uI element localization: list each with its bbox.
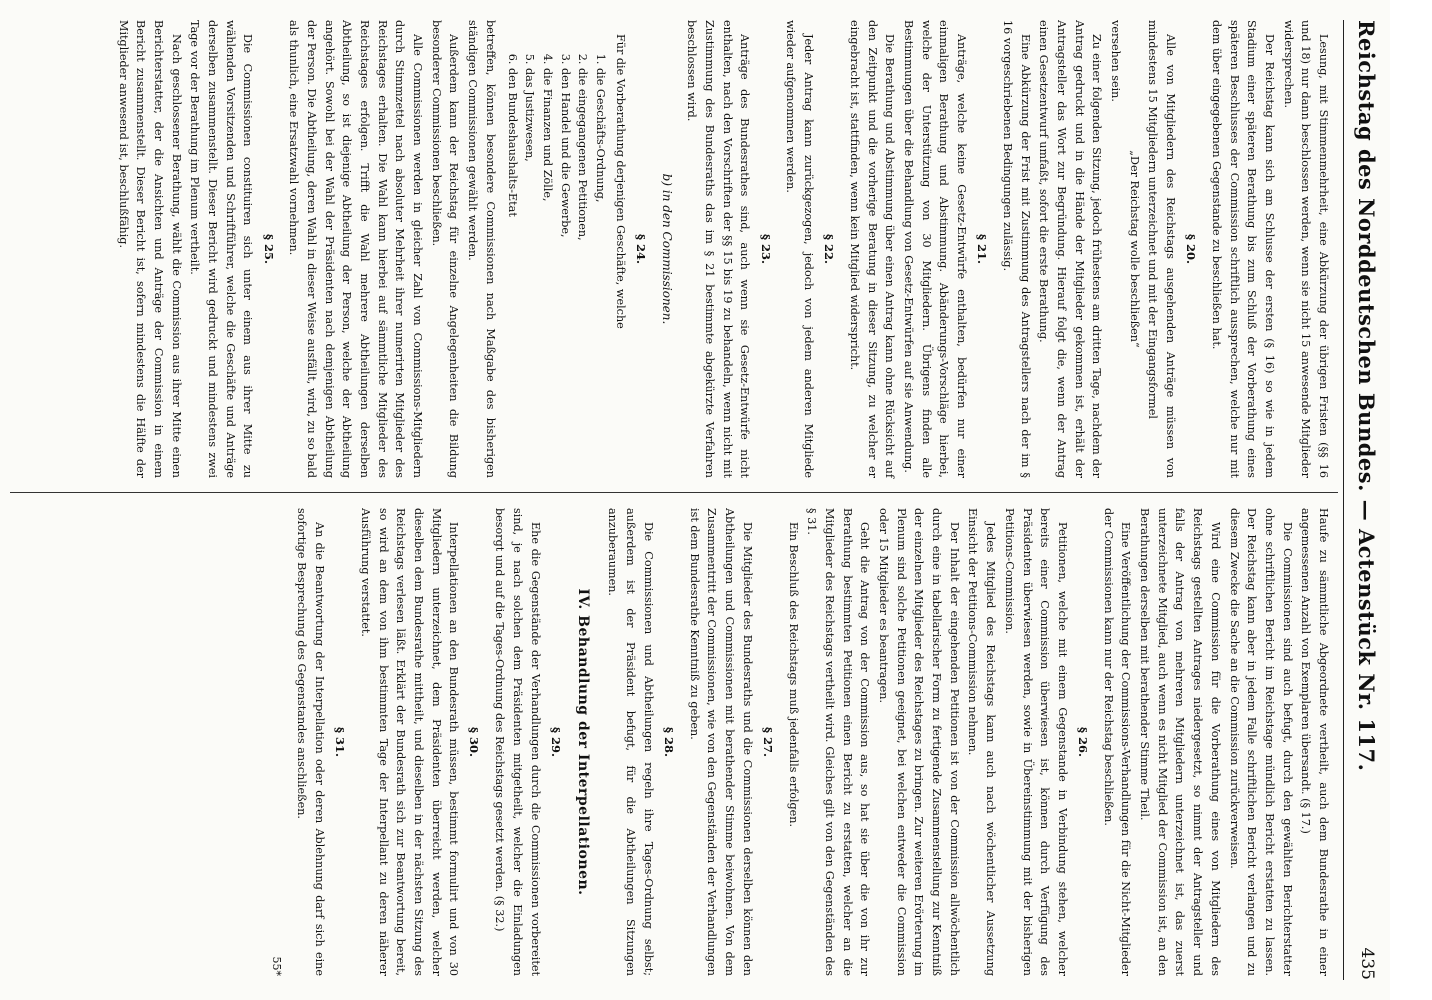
- section-heading: § 21.: [975, 233, 990, 265]
- section-heading: § 28.: [662, 726, 676, 758]
- left-column: [12, 20, 1332, 478]
- section-heading: § 31.: [333, 726, 348, 758]
- paragraph: Alle Commissionen werden in gleicher Zahl von Commissions-Mitgliedern durch Stimmzettel nach absoluter Mehrheit ihrer numerirten Mitglieder des Reichstages erhalten. Die Wahl kann hierbei auf sämmtliche Mitglieder des Reichstages erfolgen. Trifft die Wahl mehrere Abtheilungen derselben Abtheilung, so ist diejenige Abtheilung der Person, welche der Abtheilung angehört. Sowohl bei der Wahl der Präsidenten nach demjenigen Abtheilung der Person. Die Abtheilung, deren Wahl in dieser Weise ausfällt, wird, zu so bald als thunlich, eine Ersatzwahl vornehmen.: [287, 20, 425, 478]
- right-column: [12, 508, 1332, 976]
- paragraph: Ein Beschluß des Reichstags muß jedenfalls erfolgen.: [786, 522, 800, 828]
- column-divider: [10, 492, 1338, 493]
- paragraph: Lesung, mit Stimmenmehrheit, eine Abkürzung der übrigen Fristen (§§ 16 und 18) nur dann beschlossen werden, wenn sie nicht 15 anwesende Mitglieder widersprechen.: [1281, 20, 1330, 478]
- paragraph: Die Commissionen und Abtheilungen regeln ihre Tages-Ordnung selbst; außerdem ist der Präsident befugt, für die Abtheilungen Sitzungen anzuberaumen.: [606, 508, 655, 976]
- page-number: 435: [1357, 947, 1377, 980]
- numbered-list: [503, 20, 609, 478]
- paragraph: Ehe die Gegenstände der Verhandlungen durch die Commissionen vorbereitet sind, je nach solchen dem Präsidenten mitgetheilt, welcher die Einladungen besorgt und auf die Tages-Ordnung des Reichstags gesetzt werden. (§ 32.): [493, 508, 542, 976]
- paragraph: Für die Vorberathung derjenigen Geschäfte, welche: [613, 34, 627, 329]
- paragraph: Geht die Antrag von der Commission aus, so hat sie über die von ihr zur Berathung bestimmten Petitionen einen Bericht zu erstatten, welcher an die Mitglieder des Reichstags vertheilt wird. Gleiches gilt von den Gegenständen des § 31.: [805, 508, 872, 976]
- page-title: Reichstag des Norddeutschen Bundes. — Actenstück Nr. 117.: [1354, 20, 1380, 772]
- paragraph: Eine Veröffentlichung der Commissions-Verhandlungen für die Nicht-Mitglieder der Commissionen kann nur der Reichstag beschließen.: [1101, 508, 1133, 976]
- paragraph: Außerdem kann der Reichstag für einzelne Angelegenheiten die Bildung besonderer Commissionen beschließen.: [429, 20, 461, 478]
- paragraph: Wird eine Commission für die Vorberathung eines von Mitgliedern des Reichstags gestellten Antrages niedergesetzt, so nimmt der Antragsteller und falls der Antrag von mehreren Mitgliedern unterzeichnet ist, das zuerst unterzeichnete Mitglied, auch wenn es nicht Mitglied der Commission ist, an den Berathungen derselben mit berathender Stimme Theil.: [1138, 508, 1222, 976]
- chapter-heading: IV. Behandlung der Interpellationen.: [574, 588, 591, 896]
- paragraph: Eine Abkürzung der Frist mit Zustimmung des Antragstellers nach der im § 16 vorgeschriebenen Bedingungen zulässig.: [1000, 20, 1032, 478]
- page-header: [1343, 20, 1390, 980]
- paragraph: Die Commissionen sind auch befugt, durch den gewählten Berichterstatter ohne schriftlichen Bericht im Reichstage mündlich Bericht erstatten zu lassen. Der Reichstag kann aber in jedem Falle schriftlichen Bericht verlangen und zu diesem Zwecke die Sache an die Commission zurückverweisen.: [1227, 508, 1294, 976]
- paragraph: versehen sein.: [1108, 20, 1122, 102]
- list-item: 5. das Justizwesen,: [521, 68, 539, 478]
- paragraph: betreffen, können besondere Commissionen nach Maßgabe des bisherigen ständigen Commissionen gewählt werden.: [466, 20, 497, 478]
- section-heading: § 20.: [1184, 233, 1199, 265]
- paragraph: Jedes Mitglied des Reichstags kann auch nach wöchentlicher Aussetzung Einsicht der Petitions-Commission nehmen.: [966, 508, 998, 976]
- section-heading: § 29.: [548, 726, 563, 758]
- paragraph: Zu einer folgenden Sitzung, jedoch frühestens am dritten Tage, nachdem der Antrag gedruckt und in die Hände der Mitglieder gekommen ist, erhält der Antragsteller das Wort zur Begründung. Hierauf folgt die, wenn der Antrag einen Gesetzentwurf umfaßt, sofort die erste Berathung.: [1037, 20, 1104, 478]
- list-item: 3. den Handel und die Gewerbe,: [556, 68, 574, 478]
- section-heading: § 24.: [633, 233, 648, 265]
- section-heading: § 23.: [758, 233, 773, 265]
- section-heading: § 22.: [822, 233, 837, 265]
- section-heading: § 26.: [1076, 726, 1091, 758]
- subsection-heading: b) in den Commissionen.: [659, 173, 674, 325]
- paragraph: Der Inhalt der eingehenden Petitionen ist von der Commission allwöchentlich durch eine in tabellarischer Form zu fertigende Zusammenstellung zur Kenntniß der einzelnen Mitglieder des Reichstages zu bringen. Zur weiteren Erörterung im Plenum sind solche Petitionen geeignet, bei welchen entweder die Commission oder 15 Mitglieder es beantragen.: [877, 508, 961, 976]
- paragraph: Petitionen, welche mit einem Gegenstande in Verbindung stehen, welcher bereits einer Commission überwiesen ist, können durch Verfügung des Präsidenten überwiesen werden, sowie in Übereinstimmung mit der bisherigen Petitions-Commission.: [1002, 508, 1069, 976]
- section-heading: § 25.: [261, 233, 276, 265]
- paragraph: Jeder Antrag kann zurückgezogen, jedoch von jedem anderen Mitgliede wieder aufgenommen werden.: [784, 20, 816, 478]
- paragraph: Die Commissionen constituiren sich unter einem aus ihrer Mitte zu wählenden Vorsitzenden und Schriftführer, welche die Geschäfte und Anträge derselben zusammenstellt. Dieser Bericht wird gedruckt und mindestens zwei Tage vor der Berathung im Plenum vertheilt.: [188, 20, 255, 478]
- paragraph: Haufe zu sämmtliche Abgeordnete vertheilt, auch dem Bundesrathe in einer angemessenen Anzahl von Exemplaren übersandt. (§ 17.): [1299, 508, 1330, 976]
- paragraph: Nach geschlossener Berathung, wählt die Commission aus ihrer Mitte einen Berichterstatter, der die Ansichten und Anträge der Commission in einem Bericht zusammenstellt. Dieser Bericht ist, sofern mindestens die Hälfte der Mitglieder anwesend ist, beschlußfähig.: [116, 20, 183, 478]
- paragraph: Die Berathung und Abstimmung über einen Antrag kann ohne Rücksicht auf den Zeitpunkt und die vorherige Beratung in dieser Sitzung, zu welcher er eingebracht ist, stattfinden, wenn kein Mitglied widerspricht.: [847, 20, 897, 478]
- list-item: 4. die Finanzen und Zölle,: [538, 68, 556, 478]
- list-item: 2. die eingegangenen Petitionen,: [574, 68, 592, 478]
- paragraph: Interpellationen an den Bundesrath müssen, bestimmt formulirt und von 30 Mitgliedern unterzeichnet, dem Präsidenten überreicht werden, welcher dieselben dem Bundesrathe mittheilt, und dieselben in der nächsten Sitzung des Reichstags verlesen läßt. Erklärt der Bundesrath sich zur Beantwortung bereit, so wird an dem von ihm bestimmten Tage der Interpellant zu deren näherer Ausführung verstattet.: [358, 508, 461, 976]
- paragraph: Die Mitglieder des Bundesraths und die Commissionen derselben können den Abtheilungen und Commissionen mit berathender Stimme beiwohnen. Von dem Zusammentritt der Commissionen, wie von den Gegenständen der Verhandlungen ist dem Bundesrathe Kenntniß zu geben.: [687, 508, 754, 976]
- paragraph: Anträge, welche keine Gesetz-Entwürfe enthalten, bedürfen nur einer einmaligen Berathung und Abstimmung. Abänderungs-Vorschläge hierbei, welche der Unterstützung von 30 Mitgliedern. Übrigens finden alle Bestimmungen über die Behandlung von Gesetz-Entwürfen auf sie Anwendung.: [901, 20, 968, 478]
- paragraph: Alle von Mitgliedern des Reichstags ausgehenden Anträge müssen von mindestens 15 Mitgliedern unterzeichnet und mit der Eingangsformel: [1146, 20, 1178, 478]
- signature-mark: 55*: [269, 956, 283, 976]
- paragraph: Der Reichstag kann sich am Schlusse der ersten (§ 16) so wie in jedem Stadium einer späteren Berathung bis zum Schluß der Vorberathung eines späteren Beschlusses der Commission schriftlich aussprechen, welche nur mit dem über eingegebenen Gegenstande zu beschließen hat.: [1209, 20, 1276, 478]
- section-heading: § 27.: [760, 726, 775, 758]
- section-heading: § 30.: [467, 726, 482, 758]
- quote: „Der Reichstag wolle beschließen“: [1127, 150, 1141, 348]
- list-item: 1. die Geschäfts-Ordnung,: [591, 68, 609, 478]
- list-item: 6. den Bundeshaushalts-Etat: [503, 68, 521, 478]
- paragraph: Anträge des Bundesrathes sind, auch wenn sie Gesetz-Entwürfe nicht enthalten, nach den Vorschriften der §§ 15 bis 19 zu behandeln, wenn nicht mit Zustimmung des Bundesraths das im § 21 bestimmte abgekürzte Verfahren beschlossen wird.: [685, 20, 752, 478]
- paragraph: An die Beantwortung der Interpellation oder deren Ablehnung darf sich eine sofortige Besprechung des Gegenstandes anschließen.: [295, 508, 327, 976]
